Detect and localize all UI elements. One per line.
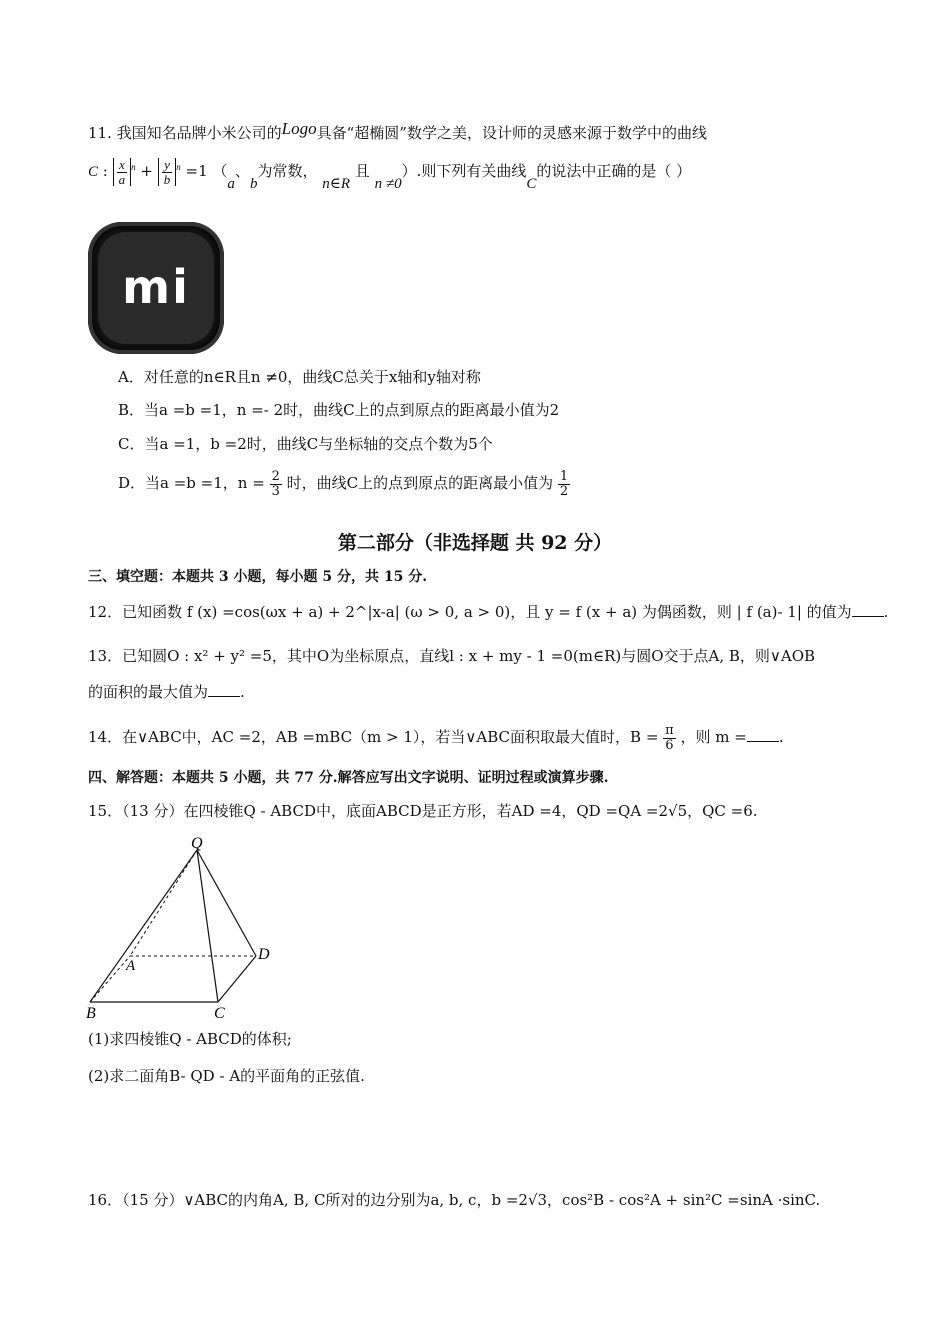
edge-qc (197, 850, 218, 1002)
label-q: Q (191, 835, 203, 852)
option-c: C．当a =1，b =2时，曲线C与坐标轴的交点个数为5个 (118, 435, 493, 453)
q14 (88, 724, 784, 752)
q13-end: . (240, 683, 245, 701)
var-b: b (249, 176, 258, 193)
edge-ba (90, 956, 130, 1002)
and-text: 且 (354, 162, 370, 181)
label-d: D (258, 946, 270, 963)
logo-word: Logo (281, 119, 317, 138)
close-text: ）.则下列有关曲线 (401, 162, 527, 181)
part2-title: 第二部分（非选择题 共 92 分） (337, 532, 613, 554)
option-d-half-num: 1 (559, 469, 569, 484)
q11-line1 (88, 118, 707, 144)
n-ne-zero: n ≠0 (374, 176, 402, 193)
q14-blank (747, 729, 779, 742)
edge-qd (197, 850, 256, 956)
section3-heading: 三、填空题：本题共 3 小题，每小题 5 分，共 15 分. (88, 569, 428, 585)
option-d-frac-num: 2 (271, 469, 280, 484)
label-c: C (214, 1005, 225, 1022)
abs-y-over-b: $\frac{y}{b}$ (158, 158, 177, 186)
q15-part1: (1)求四棱锥Q - ABCD的体积; (88, 1030, 292, 1048)
q11-number: 11. (88, 124, 112, 142)
q15-text: 15．（13 分）在四棱锥Q - ABCD中，底面ABCD是正方形，若AD =4，QD =QA =2√5，QC =6. (88, 802, 758, 820)
pyramid-figure (80, 832, 300, 1022)
edge-qa (130, 850, 197, 956)
q13-line1: 13．已知圆O : x² + y² =5，其中O为坐标原点，直线l : x + my - 1 =0(m∈R)与圆O交于点A, B，则∨AOB (88, 647, 816, 665)
q13-text: 的面积的最大值为 (88, 683, 209, 701)
option-b: B．当a =b =1，n =- 2时，曲线C上的点到原点的距离最小值为2 (118, 401, 560, 419)
q11-text-a: 我国知名品牌小米公司的 (116, 124, 282, 142)
option-a: A．对任意的n∈R且n ≠0，曲线C总关于x轴和y轴对称 (118, 368, 481, 386)
n-in-r: n∈R (322, 176, 351, 193)
label-a: A (126, 958, 136, 974)
q11-text-b: 具备“超椭圆”数学之美，设计师的灵感来源于数学中的曲线 (316, 124, 707, 142)
logo-glyph: mi (122, 260, 190, 314)
q12-blank (852, 604, 884, 617)
q12 (88, 603, 888, 623)
option-d (118, 470, 570, 498)
sep: 、 (234, 162, 250, 181)
q14-frac-den: 6 (665, 737, 674, 753)
q14-end: . (778, 728, 784, 747)
curve-label: C (88, 164, 99, 181)
q13-line2 (88, 683, 245, 703)
edge-qb (90, 850, 197, 1002)
option-d-half-den: 2 (559, 483, 569, 499)
const-text: 为常数， (257, 162, 318, 181)
abs-x-over-a: $\frac{x}{a}$ (113, 158, 132, 186)
curve-tail: =1 (185, 162, 208, 181)
q14-text-b: ，则 m = (680, 728, 747, 747)
q12-end: . (883, 603, 889, 621)
q11-line2: C : $\frac{x}{a}$ $^n$ + $\frac{y}{b}$ $^n$ =1 （a、b为常数， n∈R 且 n ≠0）.则下列有关曲线C的说法中正确的是（ ） (88, 157, 692, 193)
edge-cd (218, 956, 256, 1002)
q16-text: 16．（15 分）∨ABC的内角A, B, C所对的边分别为a, b, c，b =2√3，cos²B - cos²A + sin²C =sinA ·sinC. (88, 1191, 821, 1209)
end-text: 的说法中正确的是（ ） (536, 162, 692, 181)
q14-frac-num: π (665, 723, 674, 738)
label-b: B (86, 1005, 96, 1022)
option-d-frac-den: 3 (271, 483, 280, 499)
q15-part2: (2)求二面角B- QD - A的平面角的正弦值. (88, 1067, 365, 1085)
var-a: a (227, 176, 235, 193)
q13-blank (208, 684, 240, 697)
option-d-b: 时，曲线C上的点到原点的距离最小值为 (286, 474, 554, 493)
option-d-a: D．当a =b =1，n = (118, 474, 265, 493)
xiaomi-logo-image (88, 222, 224, 354)
paren-open: （ (212, 162, 228, 181)
q14-text-a: 14．在∨ABC中，AC =2，AB =mBC（m > 1），若当∨ABC面积取最大值时，B = (88, 728, 659, 747)
section4-heading: 四、解答题：本题共 5 小题，共 77 分.解答应写出文字说明、证明过程或演算步骤. (88, 770, 609, 786)
q12-text: 12．已知函数 f (x) =cos(ωx + a) + 2^|x-a| (ω > 0, a > 0)，且 y = f (x + a) 为偶函数，则 | f (a)- 1| 的值为 (88, 603, 852, 621)
curve-c: C (526, 176, 537, 193)
